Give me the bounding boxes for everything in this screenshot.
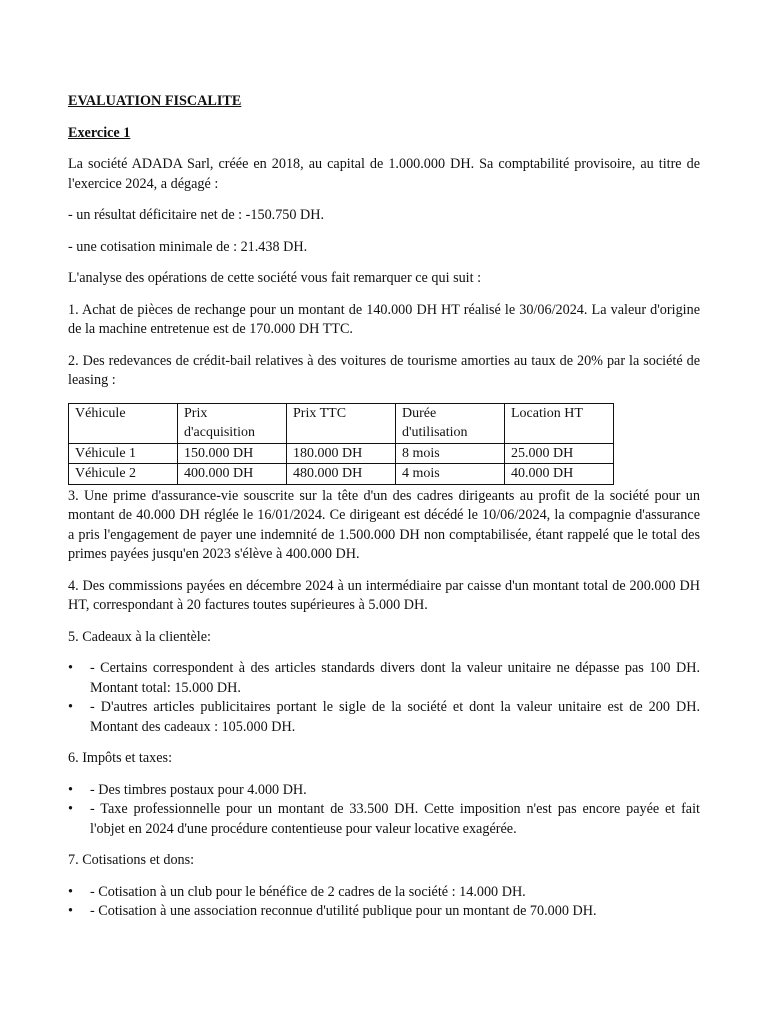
table-row xyxy=(69,443,614,464)
bullet-icon: • xyxy=(68,801,73,817)
item-2: 2. Des redevances de crédit-bail relatives à des voitures de tourisme amorties au taux de 20% par la société de leasing : xyxy=(68,352,700,388)
item-5: 5. Cadeaux à la clientèle: xyxy=(68,628,211,645)
list-item-text: - D'autres articles publicitaires portant le sigle de la société et dont la valeur unitaire est de 200 DH. Montant des cadeaux : 105.000 DH. xyxy=(90,699,700,735)
table-cell: Véhicule 2 xyxy=(69,464,178,485)
table-cell: 40.000 DH xyxy=(505,464,614,485)
list-item xyxy=(68,781,700,801)
header-cell: Véhicule xyxy=(69,403,178,443)
item-6: 6. Impôts et taxes: xyxy=(68,750,173,766)
item-1: 1. Achat de pièces de rechange pour un montant de 140.000 DH HT réalisé le 30/06/2024. La valeur d'origine de la machine entretenue est de 170.000 DH TTC. xyxy=(68,301,700,337)
result-line: - un résultat déficitaire net de : -150.750 DH. xyxy=(68,207,325,223)
exercise-title: Exercice 1 xyxy=(68,124,131,141)
list-item xyxy=(68,698,700,737)
table-cell: 150.000 DH xyxy=(178,443,287,464)
analysis-line: L'analyse des opérations de cette société vous fait remarquer ce qui suit : xyxy=(68,270,482,286)
list-item xyxy=(68,800,700,839)
list-item-text: - Taxe professionnelle pour un montant de 33.500 DH. Cette imposition n'est pas encore payée et fait l'objet en 2024 d'une procédure contentieuse pour valeur locative exagérée. xyxy=(90,801,700,837)
list-item-text: - Des timbres postaux pour 4.000 DH. xyxy=(90,781,307,798)
bullet-icon: • xyxy=(68,699,73,715)
cotisation-line: - une cotisation minimale de : 21.438 DH. xyxy=(68,238,308,255)
table-cell: 8 mois xyxy=(396,443,505,464)
table-cell: 25.000 DH xyxy=(505,443,614,464)
header-cell: Prix TTC xyxy=(287,403,396,443)
item-5-list xyxy=(68,659,700,737)
bullet-icon: • xyxy=(68,903,73,919)
table-cell: Véhicule 1 xyxy=(69,443,178,464)
intro-paragraph: La société ADADA Sarl, créée en 2018, au capital de 1.000.000 DH. Sa comptabilité provisoire, au titre de l'exercice 2024, a dégagé : xyxy=(68,156,700,192)
list-item xyxy=(68,659,700,698)
header-cell: Location HT xyxy=(505,403,614,443)
header-cell: Prix d'acquisition xyxy=(178,403,287,443)
list-item xyxy=(68,902,700,922)
list-item xyxy=(68,883,700,903)
bullet-icon: • xyxy=(68,883,73,900)
document-body xyxy=(68,92,700,934)
item-7-list xyxy=(68,883,700,922)
bullet-icon: • xyxy=(68,660,73,676)
list-item-text: - Cotisation à une association reconnue d'utilité publique pour un montant de 70.000 DH. xyxy=(90,903,597,919)
table-header-row xyxy=(69,403,614,443)
item-4: 4. Des commissions payées en décembre 2024 à un intermédiaire par caisse d'un montant total de 200.000 DH HT, correspondant à 20 factures toutes supérieures à 5.000 DH. xyxy=(68,577,700,613)
table-cell: 480.000 DH xyxy=(287,464,396,485)
list-item-text: - Cotisation à un club pour le bénéfice de 2 cadres de la société : 14.000 DH. xyxy=(90,883,526,900)
document-title: EVALUATION FISCALITE xyxy=(68,93,242,109)
table-cell: 4 mois xyxy=(396,464,505,485)
header-cell: Durée d'utilisation xyxy=(396,403,505,443)
list-item-text: - Certains correspondent à des articles standards divers dont la valeur unitaire ne dépasse pas 100 DH. Montant total: 15.000 DH. xyxy=(90,660,700,696)
table-cell: 180.000 DH xyxy=(287,443,396,464)
item-3: 3. Une prime d'assurance-vie souscrite sur la tête d'un des cadres dirigeants au profit de la société pour un montant de 40.000 DH réglée le 16/01/2024. Ce dirigeant est décédé le 10/06/2024, la compagnie d'assurance a pris l'engagement de payer une indemnité de 1.500.000 DH non comptabilisée, étant rappelé que le total des primes payées jusqu'en 2023 s'élève à 400.000 DH. xyxy=(68,487,700,562)
table-row xyxy=(69,464,614,485)
bullet-icon: • xyxy=(68,781,73,798)
leasing-table xyxy=(68,403,614,485)
table-cell: 400.000 DH xyxy=(178,464,287,485)
item-7: 7. Cotisations et dons: xyxy=(68,852,195,868)
item-6-list xyxy=(68,781,700,840)
